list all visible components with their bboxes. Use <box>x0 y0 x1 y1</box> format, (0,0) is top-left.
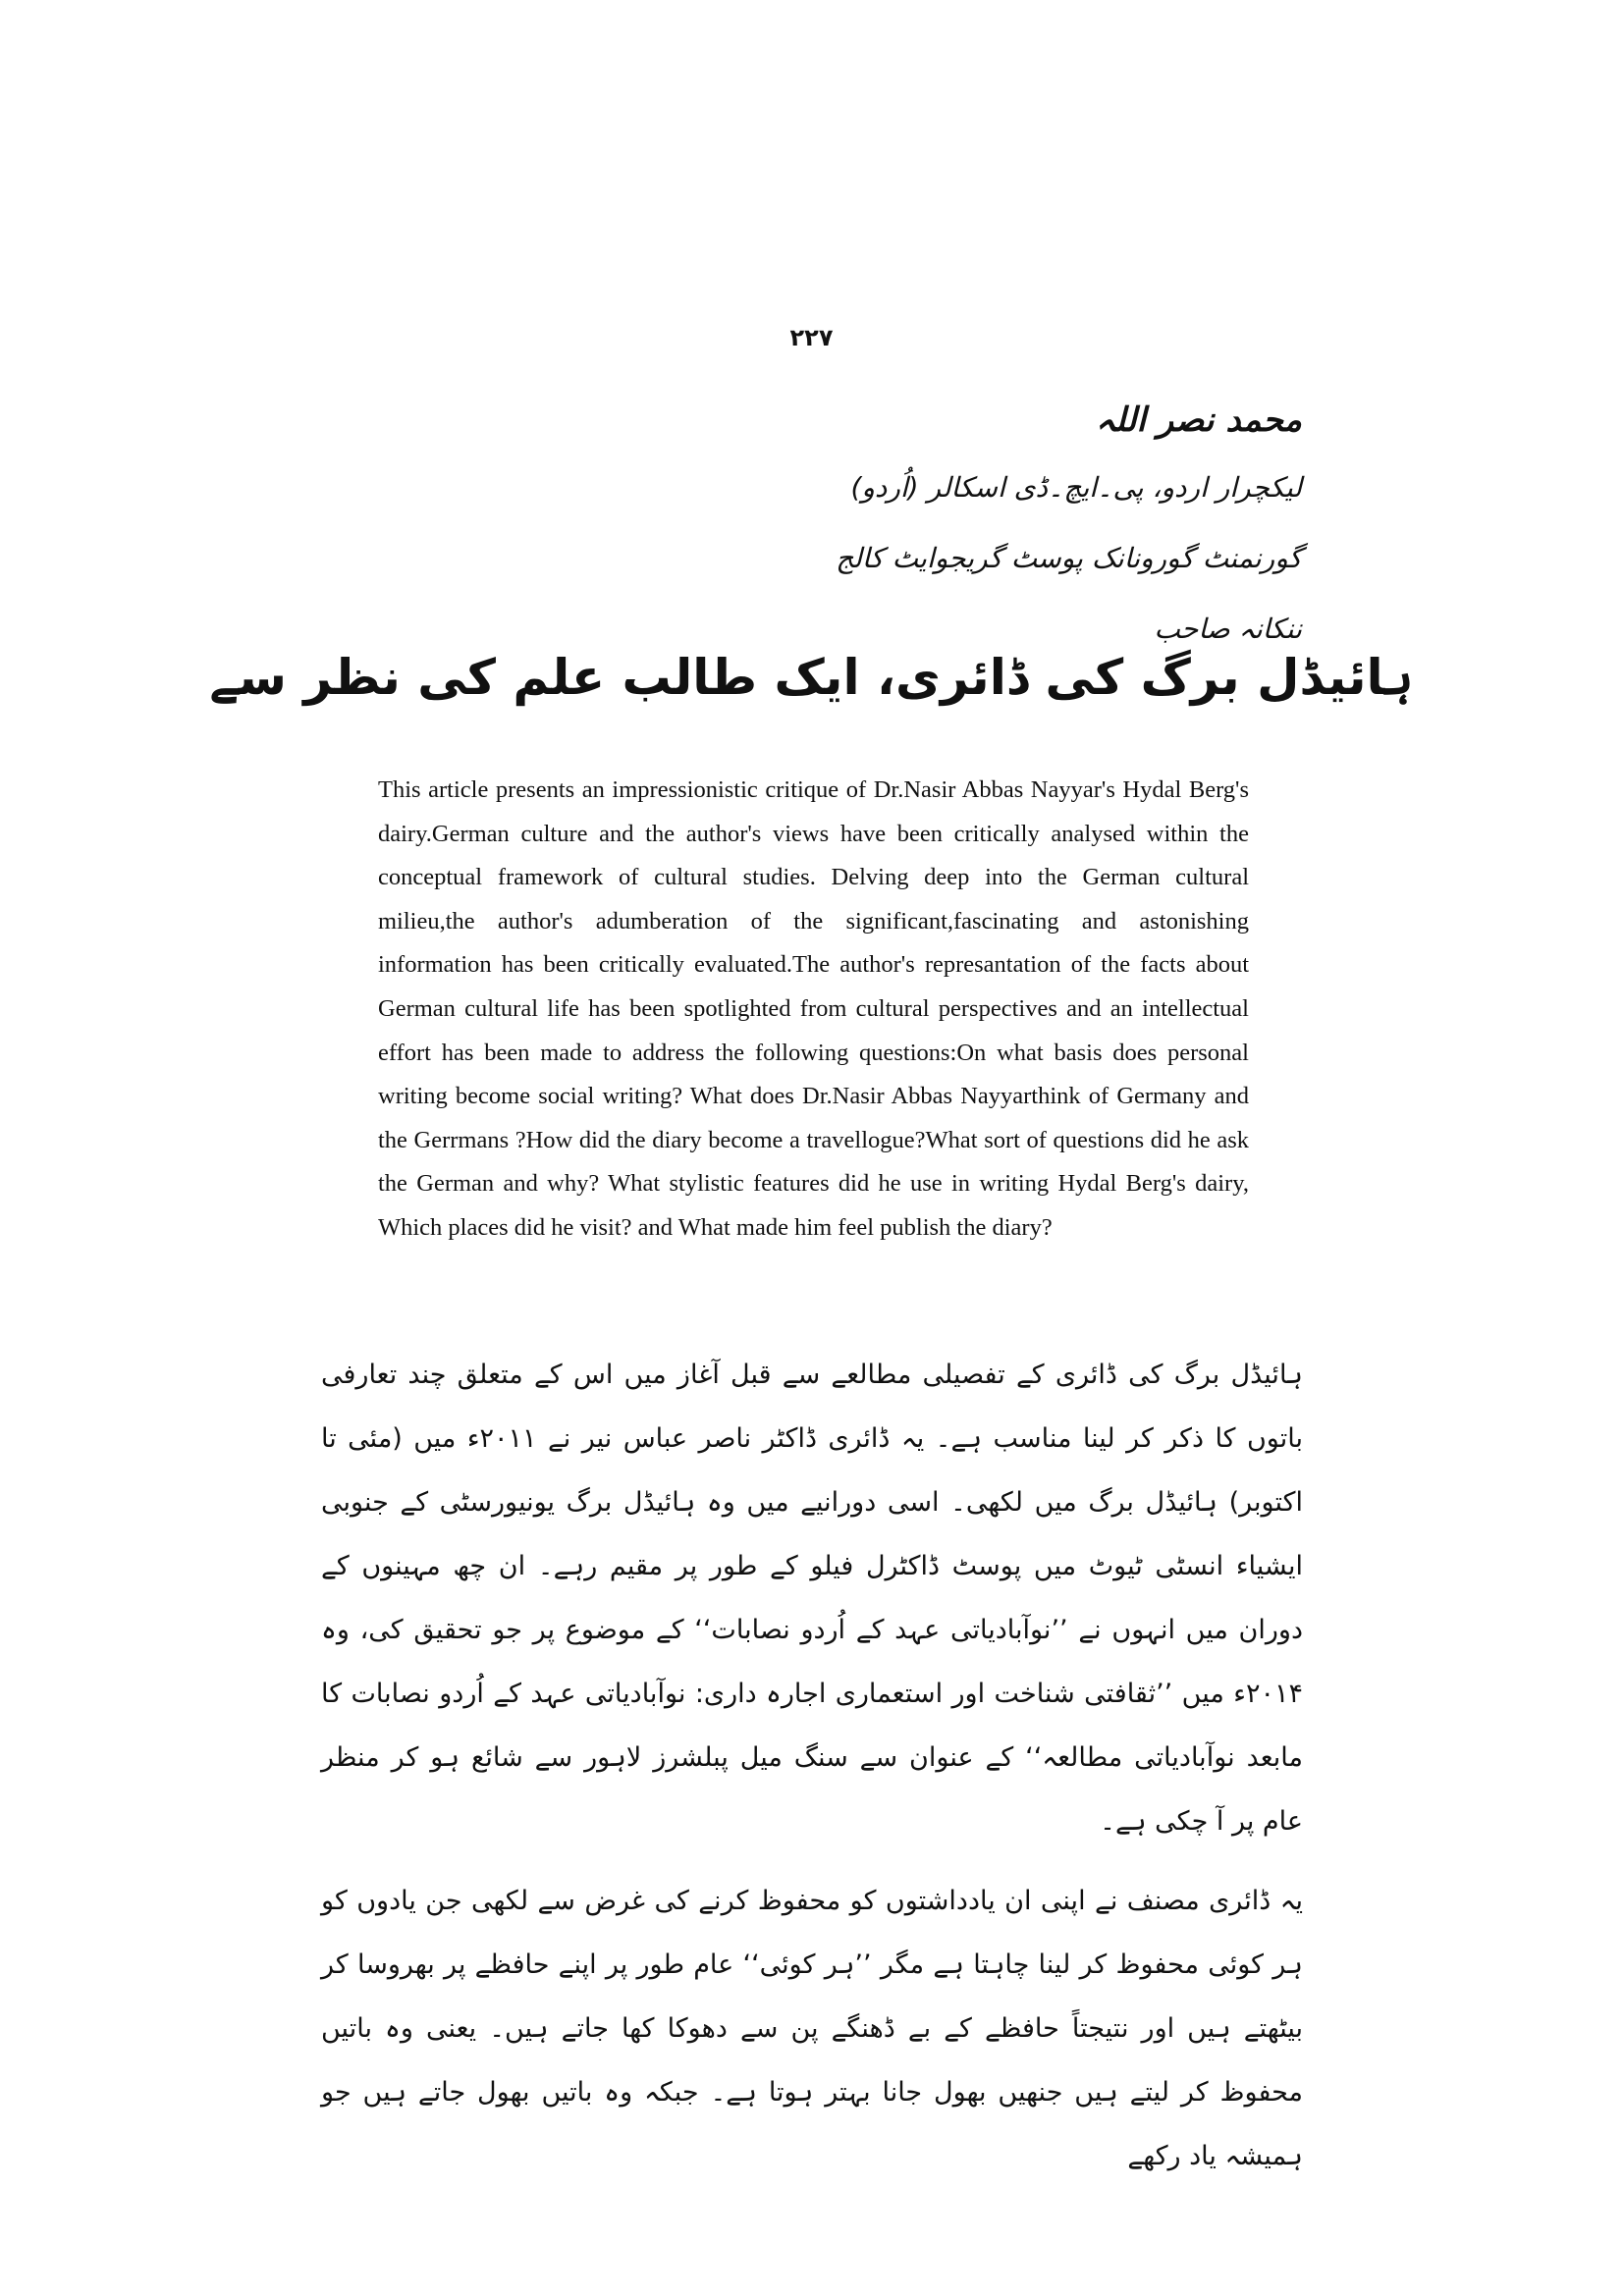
body-paragraph: ہائیڈل برگ کی ڈائری کے تفصیلی مطالعے سے قبل آغاز میں اس کے متعلق چند تعارفی باتوں کا ذکر کر لینا مناسب ہے۔ یہ ڈائری ڈاکٹر ناصر عباس نیر نے ۲۰۱۱ء میں (مئی تا اکتوبر) ہائیڈل برگ میں لکھی۔ اسی دورانیے میں وہ ہائیڈل برگ یونیورسٹی کے جنوبی ایشیاء انسٹی ٹیوٹ میں پوسٹ ڈاکٹرل فیلو کے طور پر مقیم رہے۔ ان چھ مہینوں کے دوران میں انہوں نے ’’نوآبادیاتی عہد کے اُردو نصابات‘‘ کے موضوع پر جو تحقیق کی، وہ ۲۰۱۴ء میں ’’ثقافتی شناخت اور استعماری اجارہ داری: نوآبادیاتی عہد کے اُردو نصابات کا مابعد نوآبادیاتی مطالعہ‘‘ کے عنوان سے سنگ میل پبلشرز لاہور سے شائع ہو کر منظر عام پر آ چکی ہے۔ <box>321 1360 1303 1837</box>
author-block <box>418 388 1302 665</box>
abstract: This article presents an impressionistic critique of Dr.Nasir Abbas Nayyar's Hydal Berg's dairy.German culture and the author's views have been critically analysed within the conceptual framework of cultural studies. Delving deep into the German cultural milieu,the author's adumberation of the significant,fascinating and astonishing information has been critically evaluated.The author's represantation of the facts about German cultural life has been spotlighted from cultural perspectives and an intellectual effort has been made to address the following questions:On what basis does personal writing become social writing? What does Dr.Nasir Abbas Nayyarthink of Germany and the Gerrmans ?How did the diary become a travellogue?What sort of questions did he ask the German and why? What stylistic features did he use in writing Hydal Berg's dairy, Which places did he visit? and What made him feel publish the diary? <box>378 776 1249 1241</box>
article-body <box>321 1343 1303 2188</box>
author-city: ننکانہ صاحب <box>1154 613 1302 645</box>
author-designation: لیکچرار اردو، پی۔ایچ۔ڈی اسکالر (اُردو) <box>850 471 1302 504</box>
page-number: ۲۲۷ <box>789 324 834 351</box>
author-institution: گورنمنٹ گورونانک پوسٹ گریجوایٹ کالج <box>836 542 1302 574</box>
body-paragraph: یہ ڈائری مصنف نے اپنی ان یادداشتوں کو محفوظ کرنے کی غرض سے لکھی جن یادوں کو ہر کوئی محفوظ کر لینا چاہتا ہے مگر ’’ہر کوئی‘‘ عام طور پر اپنے حافظے پر بھروسا کر بیٹھتے ہیں اور نتیجتاً حافظے کے بے ڈھنگے پن سے دھوکا کھا جاتے ہیں۔ یعنی وہ باتیں محفوظ کر لیتے ہیں جنھیں بھول جانا بہتر ہوتا ہے۔ جبکہ وہ باتیں بھول جاتے ہیں جو ہمیشہ یاد رکھے <box>321 1886 1303 2171</box>
author-name: محمد نصر اللہ <box>1095 400 1302 440</box>
article-title: ہائیڈل برگ کی ڈائری، ایک طالب علم کی نظر سے <box>209 649 1414 706</box>
